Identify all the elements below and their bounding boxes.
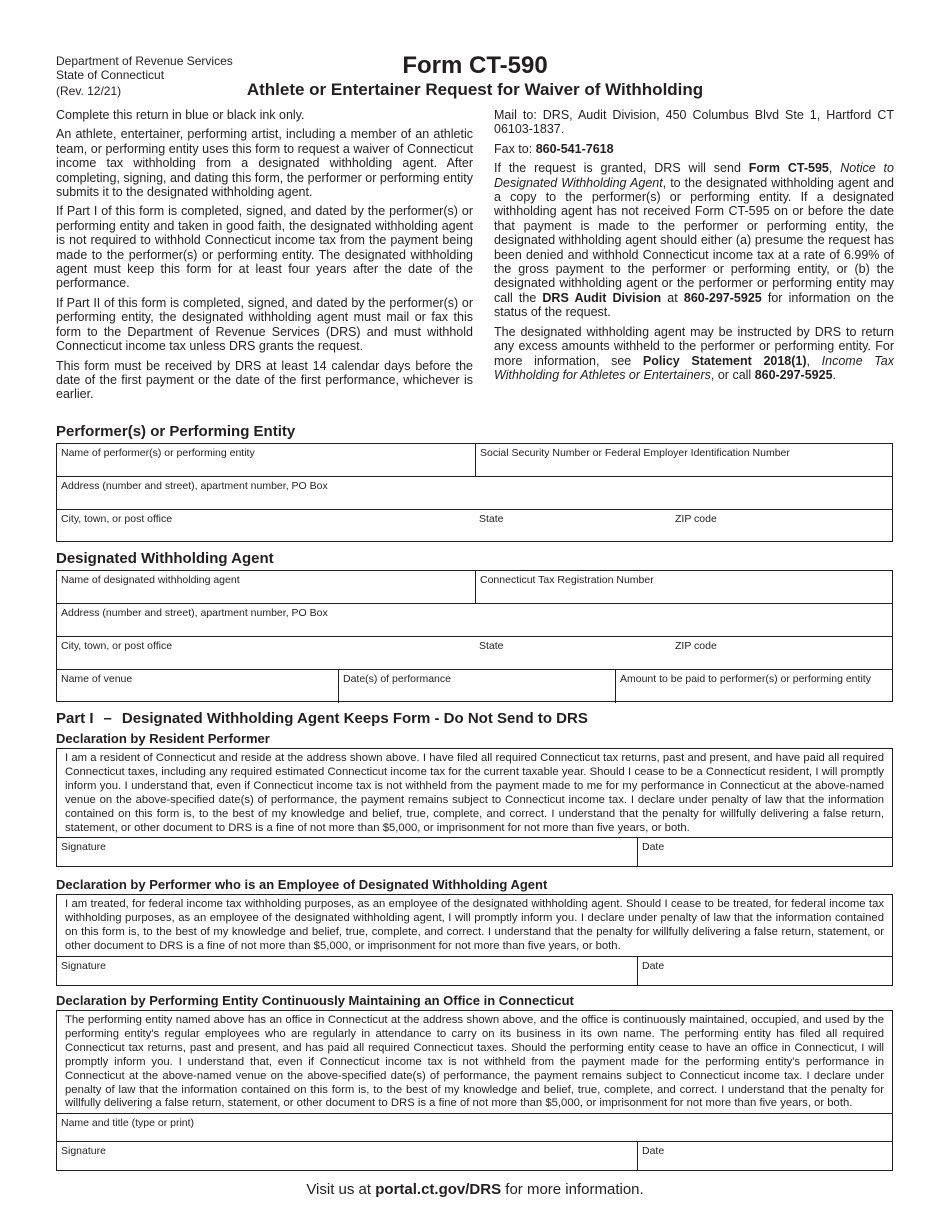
notice-title: Notice to Designated Withholding Agent <box>494 161 894 190</box>
employee-date-label: Date <box>642 959 665 972</box>
employee-declaration-text: I am treated, for federal income tax withholding purposes, as an employee of the designated withholding agent. Should I cease to be treated, for federal income tax withholding purposes, as an employee of the designated withholding agent, I will promptly inform you. I declare under penalty of law that the information contained on this form is, to the best of my knowledge and belief, true, complete, and correct. I understand that the penalty for willfully delivering a false return, statement, or other document to DRS is a fine of not more than $5,000, or imprisonment for not more than five years, or both. <box>57 895 892 957</box>
performer-address-cell[interactable] <box>57 477 892 509</box>
entity-name-title-row <box>57 1114 892 1142</box>
venue-label: Name of venue <box>61 673 133 685</box>
performer-state-input[interactable] <box>479 525 667 541</box>
agent-name-cell[interactable] <box>57 571 475 603</box>
performance-dates-input[interactable] <box>343 685 611 701</box>
entity-date-label: Date <box>642 1145 665 1158</box>
policy-statement: Policy Statement 2018(1) <box>642 353 807 368</box>
resident-signature-row <box>57 838 892 866</box>
granted-text-c: for information on the status of the request. <box>494 290 894 320</box>
revision-date: (Rev. 12/21) <box>56 84 122 98</box>
venue-cell[interactable] <box>57 670 338 703</box>
employee-signature-cell[interactable] <box>57 957 637 985</box>
performer-name-cell[interactable] <box>57 444 475 476</box>
entity-declaration-text: The performing entity named above has an office in Connecticut at the address shown above, and the office is continuously maintained, occupied, and used by the performing entity's regular employees who are regularly in attendance to carry on its business in its own name. The performing entity has filed all required Connecticut tax returns, past and present, and has paid all required Connecticut taxes. Should the performing entity cease to have an office in Connecticut, I will promptly inform you. I understand that, even if Connecticut income tax is not withheld from the payment made for the performing entity's performance in Connecticut at the above-named venue on the above-specified date(s) of performance, the payment remains subject to Connecticut income tax. I declare under penalty of law that the information contained on this form is, to the best of my knowledge and belief, true, complete, and correct. I understand that the penalty for willfully delivering a false return, statement, or other document to DRS is a fine of not more than $5,000, or imprisonment for not more than five years, or both. <box>57 1011 892 1114</box>
agent-row-4 <box>57 670 892 703</box>
amount-label: Amount to be paid to performer(s) or performing entity <box>620 673 871 685</box>
agent-state-input[interactable] <box>479 652 667 668</box>
state-name: State of Connecticut <box>56 68 165 82</box>
performer-name-input[interactable] <box>61 459 471 475</box>
granted-at: at <box>667 290 678 305</box>
performer-state-label: State <box>479 513 504 525</box>
agent-row-1 <box>57 571 892 604</box>
agent-address-cell[interactable] <box>57 604 892 636</box>
instructions-right <box>494 108 894 387</box>
fax-number: 860-541-7618 <box>535 141 614 156</box>
excess-text-b: , or call <box>710 367 752 382</box>
employee-declaration-box <box>56 894 893 986</box>
employee-signature-input[interactable] <box>61 970 633 986</box>
employee-date-cell[interactable] <box>637 957 892 985</box>
excess-paragraph: The designated withholding agent may be instructed by DRS to return any excess amounts withheld to the performer or performing entity. For more information, see Policy Statement 2018(1), Income Tax Withholding for Athletes or Entertainers, or call 860-297-5925. <box>494 324 895 382</box>
resident-declaration-title: Declaration by Resident Performer <box>56 731 270 746</box>
performer-row-1 <box>57 444 892 477</box>
agent-zip-label: ZIP code <box>675 640 717 652</box>
agent-reg-cell[interactable] <box>475 571 892 603</box>
part1-dash: – <box>103 710 112 727</box>
amount-input[interactable] <box>620 685 888 701</box>
entity-name-title-input[interactable] <box>61 1127 888 1143</box>
department-name: Department of Revenue Services <box>56 54 233 68</box>
agent-reg-input[interactable] <box>480 586 888 602</box>
employee-declaration-title: Declaration by Performer who is an Employee of Designated Withholding Agent <box>56 877 548 892</box>
resident-signature-cell[interactable] <box>57 838 637 866</box>
agent-address-input[interactable] <box>61 619 888 635</box>
entity-name-title-label: Name and title (type or print) <box>61 1117 195 1130</box>
entity-signature-cell[interactable] <box>57 1142 637 1170</box>
agent-reg-label: Connecticut Tax Registration Number <box>480 574 654 586</box>
part1-label: Part I <box>56 710 94 727</box>
performer-box <box>56 443 893 542</box>
performer-row-2 <box>57 477 892 510</box>
granted-paragraph: If the request is granted, DRS will send Form CT-595, Notice to Designated Withholding Agent, to the designated withholding agent and a copy to the performer(s) or performing entity. If a designated withholding agent has not received Form CT-595 on or before the date that payment is made to the performer or performing entity, the designated withholding agent should either (a) presume the request has been denied and withhold Connecticut income tax at a rate of 6.99% of the gross payment to the performer or performing entity, or (b) the designated withholding agent or the performer or performing entity may call the DRS Audit Division at 860-297-5925 for information on the status of the request. <box>494 161 894 320</box>
excess-text-a: The designated withholding agent may be instructed by DRS to return any excess amounts withheld to the performer or performing entity. For more information, see <box>494 324 894 368</box>
agent-row-2 <box>57 604 892 637</box>
deadline-paragraph: This form must be received by DRS at least 14 calendar days before the date of the first payment or the date of the first performance, whichever is earlier. <box>56 358 473 402</box>
granted-text-b: , to the designated withholding agent and a copy to the performer(s) or performing entity. If a designated withholding agent has not received Form CT-595 on or before the date that payment is made to the performer or performing entity, the designated withholding agent should either (a) presume the request has been denied and withhold Connecticut income tax at a rate of 6.99% of the gross payment to the performer or performing entity, or (b) the designated withholding agent or the performer or performing entity may call the <box>494 175 894 305</box>
performer-state-cell[interactable] <box>475 510 671 543</box>
performance-dates-label: Date(s) of performance <box>343 673 451 685</box>
footer-prefix: Visit us at <box>306 1181 372 1198</box>
form-title: Form CT-590 <box>402 52 548 79</box>
footer-suffix: for more information. <box>505 1181 644 1198</box>
entity-signature-input[interactable] <box>61 1155 633 1171</box>
agent-name-input[interactable] <box>61 586 471 602</box>
venue-input[interactable] <box>61 685 334 701</box>
resident-date-input[interactable] <box>642 851 888 867</box>
excess-end: . <box>832 367 837 382</box>
performer-row-3 <box>57 510 892 543</box>
entity-signature-row <box>57 1142 892 1170</box>
resident-declaration-text: I am a resident of Connecticut and reside at the address shown above. I have filed all required Connecticut tax returns, past and present, and have paid all required Connecticut taxes, including any required estimated Connecticut income tax for the current taxable year. Should I cease to be a Connecticut resident, I will promptly inform you. I understand that, even if Connecticut income tax is not withheld from the payment made to me for my performance in Connecticut at the above-named venue on the above-specified date(s) of performance, the payment remains subject to Connecticut income tax. I declare under penalty of law that the information contained on this form is, to the best of my knowledge and belief, true, complete, and correct. I understand that the penalty for willfully delivering a false return, statement, or other document to DRS is a fine of not more than $5,000, or imprisonment for not more than five years, or both. <box>57 749 892 838</box>
employee-signature-row <box>57 957 892 985</box>
agent-box <box>56 570 893 702</box>
purpose-paragraph: An athlete, entertainer, performing artist, including a member of an athletic team, or performing entity uses this form to request a waiver of Connecticut income tax withholding from a designated withholding agent. After completing, signing, and dating this form, the performer or performing entity submits it to the designated withholding agent. <box>56 127 473 200</box>
performer-zip-label: ZIP code <box>675 513 717 525</box>
agent-name-label: Name of designated withholding agent <box>61 574 240 586</box>
excess-phone: 860-297-5925 <box>754 367 833 382</box>
form-subtitle: Athlete or Entertainer Request for Waiver of Withholding <box>246 80 704 99</box>
fax-line <box>494 142 894 156</box>
performer-section-title: Performer(s) or Performing Entity <box>56 423 296 440</box>
performer-city-input[interactable] <box>61 525 471 541</box>
agent-zip-cell[interactable] <box>671 637 892 669</box>
agent-city-input[interactable] <box>61 652 471 668</box>
entity-name-title-cell[interactable] <box>57 1114 892 1141</box>
agent-city-label: City, town, or post office <box>61 640 173 652</box>
ink-instruction: Complete this return in blue or black ink only. <box>56 108 305 122</box>
performer-address-input[interactable] <box>61 492 888 508</box>
agent-state-label: State <box>479 640 504 652</box>
footer-url[interactable]: portal.ct.gov/DRS <box>375 1181 502 1198</box>
policy-title: Income Tax Withholding for Athletes or Entertainers <box>494 353 895 382</box>
resident-signature-input[interactable] <box>61 851 633 867</box>
performance-dates-cell[interactable] <box>338 670 615 703</box>
mail-address: Mail to: DRS, Audit Division, 450 Columbus Blvd Ste 1, Hartford CT 06103-1837. <box>494 108 894 137</box>
agent-section-title: Designated Withholding Agent <box>56 550 274 567</box>
footer <box>0 1181 950 1198</box>
employee-signature-label: Signature <box>61 959 106 972</box>
instructions-left <box>56 108 473 407</box>
performer-name-label: Name of performer(s) or performing entity <box>61 447 255 459</box>
part1-heading <box>56 710 588 727</box>
resident-declaration-box <box>56 748 893 867</box>
agent-city-cell[interactable] <box>57 637 475 669</box>
audit-division: DRS Audit Division <box>542 290 662 305</box>
performer-ssn-cell[interactable] <box>475 444 892 476</box>
entity-signature-label: Signature <box>61 1145 106 1158</box>
agent-zip-input[interactable] <box>675 652 888 668</box>
form-ct595-ref: Form CT-595 <box>748 161 829 176</box>
performer-zip-cell[interactable] <box>671 510 892 543</box>
performer-zip-input[interactable] <box>675 525 888 541</box>
resident-signature-label: Signature <box>61 841 106 854</box>
entity-date-cell[interactable] <box>637 1142 892 1170</box>
resident-date-label: Date <box>642 841 665 854</box>
amount-cell[interactable] <box>615 670 892 703</box>
performer-city-label: City, town, or post office <box>61 513 173 525</box>
agent-state-cell[interactable] <box>475 637 671 669</box>
granted-text-a: If the request is granted, DRS will send <box>494 161 741 176</box>
part1-paragraph: If Part I of this form is completed, signed, and dated by the performer(s) or performing entity and taken in good faith, the designated withholding agent is not required to withhold Connecticut income tax from the payment being made to the performer(s) or performing entity. The designated withholding agent must keep this form for at least four years after the date of the performance. <box>56 204 473 291</box>
performer-ssn-label: Social Security Number or Federal Employer Identification Number <box>480 447 790 459</box>
part2-paragraph: If Part II of this form is completed, signed, and dated by the performer(s) or performing entity, the designated withholding agent must mail or fax this form to the Department of Revenue Services (DRS) and must withhold Connecticut income tax unless DRS grants the request. <box>56 295 473 354</box>
employee-date-input[interactable] <box>642 970 888 986</box>
entity-declaration-box <box>56 1010 893 1171</box>
entity-date-input[interactable] <box>642 1155 888 1171</box>
performer-ssn-input[interactable] <box>480 459 888 475</box>
agent-row-3 <box>57 637 892 670</box>
part1-title: Designated Withholding Agent Keeps Form - Do Not Send to DRS <box>121 710 588 727</box>
resident-date-cell[interactable] <box>637 838 892 866</box>
entity-declaration-title: Declaration by Performing Entity Continuously Maintaining an Office in Connecticut <box>56 993 574 1008</box>
audit-phone: 860-297-5925 <box>683 290 762 305</box>
performer-city-cell[interactable] <box>57 510 475 543</box>
agent-address-label: Address (number and street), apartment number, PO Box <box>61 607 328 619</box>
performer-address-label: Address (number and street), apartment number, PO Box <box>61 480 328 492</box>
fax-label: Fax to: <box>494 141 533 156</box>
